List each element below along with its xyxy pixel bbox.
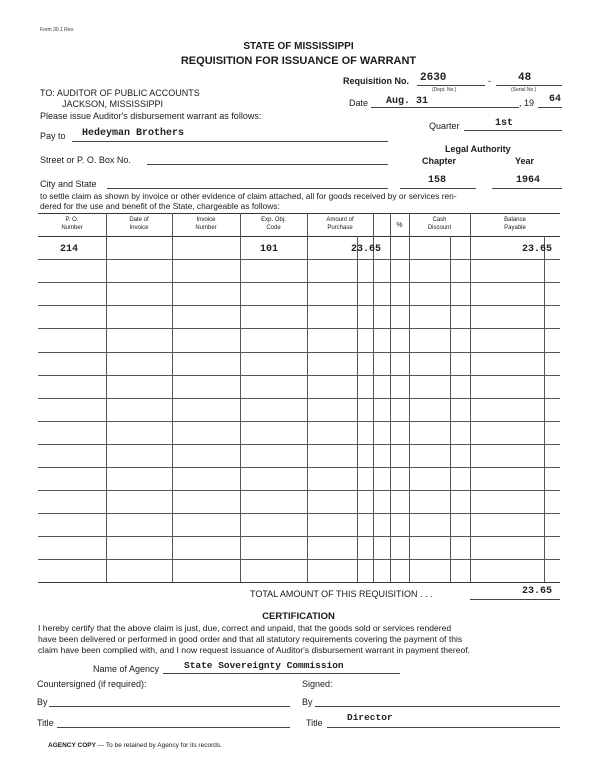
col-header-invoice: Invoice Number [195, 217, 217, 231]
cents-divider [357, 236, 358, 582]
row-line [38, 328, 560, 329]
agency-line [163, 673, 400, 674]
row1-amount: 23.65 [351, 244, 382, 255]
pay-to-line [72, 141, 388, 142]
requisition-label: Requisition No. [343, 76, 409, 86]
serial-no-line [496, 85, 562, 86]
title-label-right: Title [306, 718, 323, 728]
row1-po-number: 214 [60, 244, 79, 255]
col-header-amount: Amount of Purchase [326, 217, 354, 231]
dept-no-caption: (Dept. No.) [432, 87, 457, 93]
form-number: Form 30.1 Rev. [40, 27, 75, 33]
instruction-text: Please issue Auditor's disbursement warrant as follows: [40, 111, 262, 121]
pay-to-label: Pay to [40, 131, 66, 141]
legal-year-line [492, 188, 562, 189]
city-line [107, 188, 388, 189]
street-line [147, 164, 388, 165]
serial-no-value: 48 [518, 72, 532, 84]
col-header-percent: % [396, 222, 403, 229]
total-value: 23.65 [522, 586, 553, 597]
dept-no-line [417, 85, 485, 86]
col-header-date: Date of Invoice [129, 217, 149, 231]
cents-divider [544, 236, 545, 582]
dept-no-value: 2630 [420, 72, 447, 84]
year-label: Year [515, 156, 535, 166]
chapter-line [400, 188, 476, 189]
title-line-left [57, 727, 290, 728]
agency-label: Name of Agency [93, 664, 160, 674]
signed-label: Signed: [302, 679, 333, 689]
year-value: 64 [549, 94, 562, 105]
date-line [371, 107, 519, 108]
row-line [38, 513, 560, 514]
year-line [538, 107, 562, 108]
row-line [38, 259, 560, 260]
settle-text-line1: to settle claim as shown by invoice or other evidence of claim attached, all for goods received by or services ren- [40, 191, 457, 201]
col-header-cash-discount: Cash Discount [427, 217, 452, 231]
pay-to-value: Hedeyman Brothers [82, 128, 185, 139]
row-line [38, 421, 560, 422]
title-value-right: Director [347, 712, 393, 723]
row-line [38, 352, 560, 353]
requisition-dash: - [488, 76, 491, 86]
certification-line3: claim have been complied with, and I now request issuance of Auditor's disbursement warrant in payment thereof. [38, 645, 471, 655]
addressee-line1: TO: AUDITOR OF PUBLIC ACCOUNTS [40, 88, 200, 98]
total-line [470, 599, 560, 600]
legal-authority-label: Legal Authority [445, 144, 511, 154]
quarter-value: 1st [495, 118, 514, 129]
by-line-left [49, 706, 290, 707]
total-label: TOTAL AMOUNT OF THIS REQUISITION . . . [250, 589, 433, 599]
form-title: REQUISITION FOR ISSUANCE OF WARRANT [180, 55, 417, 67]
row-line [38, 559, 560, 560]
agency-value: State Sovereignty Commission [184, 660, 344, 671]
certification-heading: CERTIFICATION [262, 611, 335, 622]
by-line-right [315, 706, 560, 707]
certification-line1: I hereby certify that the above claim is just, due, correct and unpaid, that the goods sold or services rendered [38, 623, 452, 633]
agency-copy-note: — To be retained by Agency for its records. [97, 742, 222, 749]
agency-copy-label: AGENCY COPY [48, 742, 96, 749]
legal-year-value: 1964 [516, 175, 541, 186]
serial-no-caption: (Serial No.) [511, 87, 537, 93]
col-header-po: P. O. Number [61, 217, 83, 231]
city-label: City and State [40, 179, 97, 189]
by-label-right: By [302, 697, 313, 707]
table-top-border [38, 213, 560, 214]
year-prefix: , 19 [519, 98, 535, 108]
row1-balance: 23.65 [522, 244, 553, 255]
date-value: Aug. 31 [386, 96, 429, 107]
row-line [38, 282, 560, 283]
chapter-value: 158 [428, 175, 447, 186]
countersigned-label: Countersigned (if required): [37, 679, 147, 689]
col-header-balance: Balance Payable [504, 217, 526, 231]
by-label-left: By [37, 697, 48, 707]
row1-exp-code: 101 [260, 244, 279, 255]
row-line [38, 490, 560, 491]
table-header-border [38, 236, 560, 237]
date-label: Date [349, 98, 369, 108]
quarter-label: Quarter [429, 121, 460, 131]
settle-text-line2: dered for the use and benefit of the State, chargeable as follows: [40, 201, 280, 211]
street-label: Street or P. O. Box No. [40, 155, 131, 165]
addressee-line2: JACKSON, MISSISSIPPI [62, 99, 164, 109]
row-line [38, 375, 560, 376]
chapter-label: Chapter [422, 156, 457, 166]
quarter-line [464, 130, 562, 131]
row-line [38, 444, 560, 445]
cents-divider [450, 236, 451, 582]
agency-copy-footer [48, 742, 222, 749]
col-header-exp-code: Exp. Obj. Code [261, 217, 286, 231]
row-line [38, 467, 560, 468]
row-line [38, 305, 560, 306]
table-bottom-border [38, 582, 560, 583]
row-line [38, 536, 560, 537]
certification-line2: have been delivered or performed in good order and that all statutory requirements covering the payment of this [38, 634, 463, 644]
row-line [38, 398, 560, 399]
state-heading: STATE OF MISSISSIPPI [243, 41, 354, 52]
title-label-left: Title [37, 718, 54, 728]
title-line-right [327, 727, 560, 728]
